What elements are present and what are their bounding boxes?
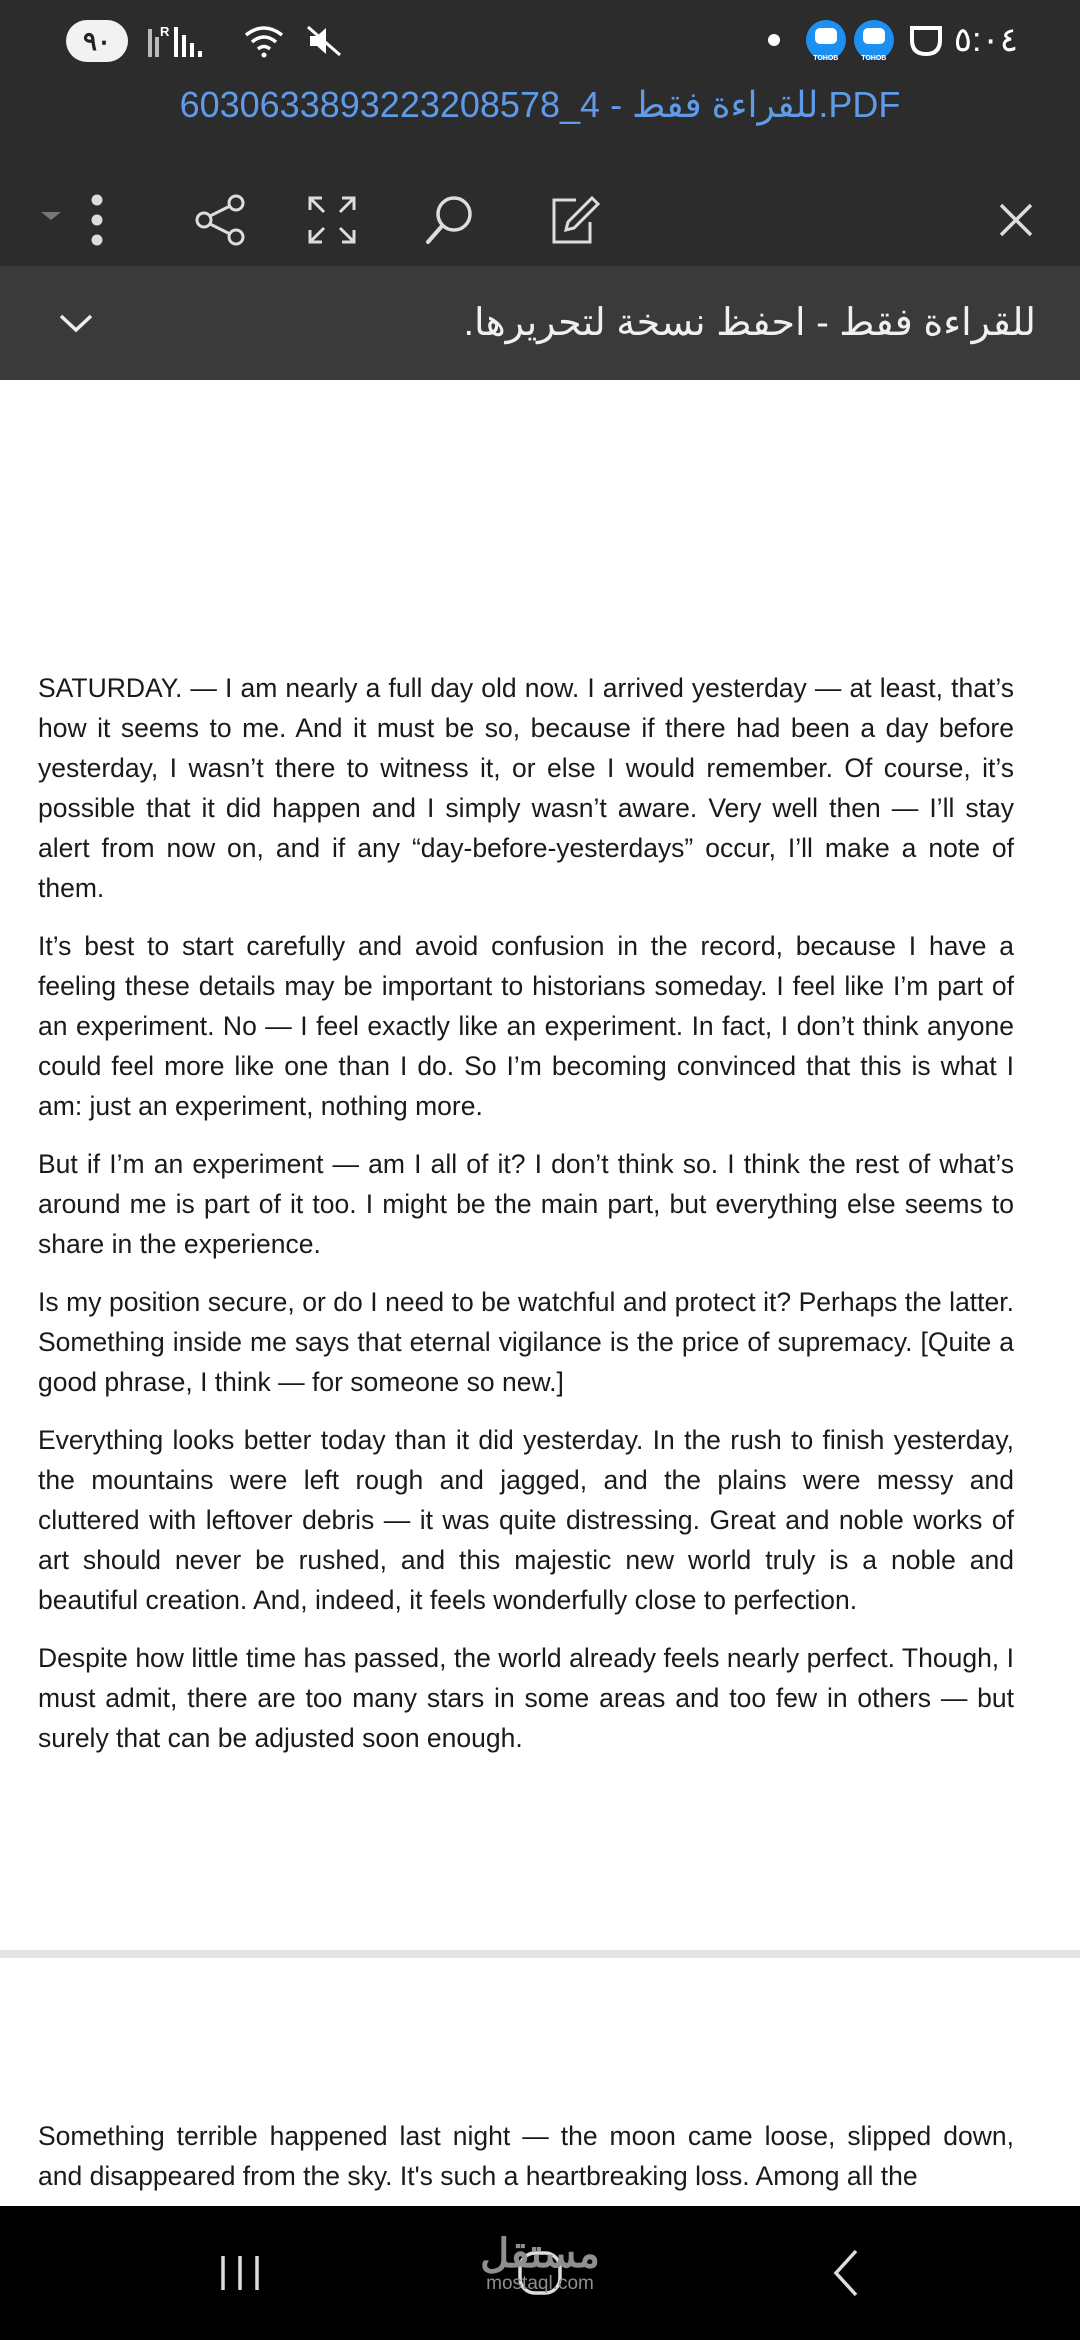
share-button[interactable] xyxy=(180,170,260,270)
toolbar xyxy=(0,170,1080,270)
document-page-2[interactable] xyxy=(0,1958,1080,2208)
paragraph: But if I’m an experiment — am I all of it? I don’t think so. I think the rest of what’s around me is part of it too. I might be the main part, but everything else seems to share in the experience. xyxy=(38,1149,1014,1259)
battery-indicator: ٩٠ xyxy=(66,20,128,62)
home-button[interactable] xyxy=(480,2206,600,2340)
navigation-bar xyxy=(0,2206,1080,2340)
status-bar xyxy=(0,0,1080,80)
read-only-banner xyxy=(0,266,1080,380)
wifi-icon xyxy=(242,23,286,59)
notification-dot xyxy=(768,34,780,46)
chevron-down-icon xyxy=(58,312,94,334)
more-options-button[interactable] xyxy=(30,170,110,270)
app-header xyxy=(0,80,1080,270)
page-text xyxy=(38,668,1014,1776)
search-button[interactable] xyxy=(410,170,490,270)
banner-expand-button[interactable] xyxy=(50,266,102,380)
fullscreen-button[interactable] xyxy=(292,170,372,270)
edit-icon xyxy=(546,192,602,248)
paragraph: Something terrible happened last night — the moon came loose, slipped down, and disappeared from the sky. It's such a heartbreaking loss. Among all the xyxy=(38,2121,1014,2191)
mute-icon xyxy=(304,23,344,59)
app-notification-icon: TOHOB xyxy=(806,20,846,60)
back-button[interactable] xyxy=(786,2206,906,2340)
edit-button[interactable] xyxy=(534,170,614,270)
paragraph: Everything looks better today than it did yesterday. In the rush to finish yesterday, the mountains were left rough and jagged, and the plains were messy and cluttered with leftover debris — it was quite distressing. Great and noble works of art should never be rushed, and this majestic new world truly is a noble and beautiful creation. And, indeed, it feels wonderfully close to perfection. xyxy=(38,1425,1014,1615)
cup-icon xyxy=(908,22,944,58)
recent-apps-button[interactable] xyxy=(180,2206,300,2340)
home-icon xyxy=(514,2247,566,2299)
clock: ٥:٠٤ xyxy=(953,21,1018,59)
watermark-arabic: مستقل xyxy=(480,2232,600,2276)
document-title[interactable]: للقراءة فقط - 4_6030633893223208578.PDF xyxy=(179,84,901,125)
svg-text:R: R xyxy=(160,24,170,39)
app-notification-icon: TOHOB xyxy=(854,20,894,60)
page-separator xyxy=(0,1950,1080,1958)
more-icon xyxy=(35,190,105,250)
share-icon xyxy=(192,192,248,248)
paragraph: It’s best to start carefully and avoid confusion in the record, because I have a feeling these details may be important to historians someday. I feel like I’m part of an experiment. No — I feel exactly like an experiment. In fact, I don’t think anyone could feel more like one than I do. So I’m becoming convinced that this is what I am: just an experiment, nothing more. xyxy=(38,931,1014,1121)
status-left xyxy=(66,20,344,62)
close-icon xyxy=(996,200,1036,240)
paragraph: Is my position secure, or do I need to be watchful and protect it? Perhaps the latter. Something inside me says that eternal vigilance is the price of supremacy. [Quite a good phrase, I think — for someone so new.] xyxy=(38,1287,1014,1397)
page-text xyxy=(38,2116,1014,2214)
recent-apps-icon xyxy=(215,2248,265,2298)
close-button[interactable] xyxy=(976,170,1056,270)
document-page-1[interactable] xyxy=(0,380,1080,1950)
fullscreen-icon xyxy=(304,192,360,248)
search-icon xyxy=(422,192,478,248)
paragraph: Despite how little time has passed, the world already feels nearly perfect. Though, I must admit, there are too many stars in some areas and too few in others — but surely that can be adjusted soon enough. xyxy=(38,1643,1014,1753)
paragraph: SATURDAY. — I am nearly a full day old now. I arrived yesterday — at least, that’s how it seems to me. And it must be so, because if there had been a day before yesterday, I wasn’t there to witness it, or else I would remember. Of course, it’s possible that it did happen and I simply wasn’t aware. Very well then — I’ll stay alert from now on, and if any “day-before-yesterdays” occur, I’ll make a note of them. xyxy=(38,673,1014,903)
status-right xyxy=(768,14,1018,66)
watermark-latin: mostaql.com xyxy=(486,2273,594,2294)
banner-text: للقراءة فقط - احفظ نسخة لتحريرها. xyxy=(463,302,1036,344)
signal-icon xyxy=(146,23,224,59)
back-icon xyxy=(826,2247,866,2299)
